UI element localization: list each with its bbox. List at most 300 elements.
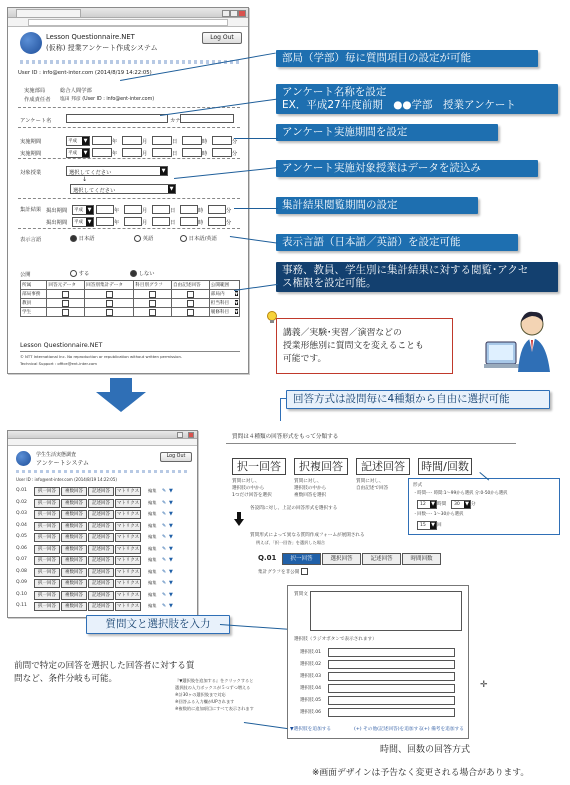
month-input[interactable]	[124, 217, 142, 226]
matrix-button[interactable]: マトリクス	[116, 512, 140, 517]
top-browser-window	[7, 7, 249, 374]
publish-yes-label: する	[78, 271, 90, 277]
hour-input[interactable]	[180, 205, 198, 214]
language-label: 表示言語	[20, 237, 42, 243]
option-input[interactable]	[328, 684, 455, 693]
add-option-link[interactable]: ▼選択肢を追加する	[290, 727, 332, 732]
single-choice-button[interactable]: 択一回答	[34, 591, 60, 600]
edit-link[interactable]: 編集	[148, 499, 157, 505]
edit-icon[interactable]: ✎	[162, 557, 167, 563]
edit-icon[interactable]: ✎	[162, 499, 167, 506]
edit-link[interactable]: 編集	[148, 603, 157, 608]
radio-icon	[70, 235, 77, 242]
chevron-down-icon: ▼	[161, 168, 166, 174]
target-select-1[interactable]	[66, 166, 168, 176]
multi-choice-button[interactable]: 複数回答	[61, 556, 87, 565]
note-line-3: 例えば、「択一回答」を選択した場合	[256, 540, 326, 545]
option-input[interactable]	[328, 708, 455, 717]
multi-choice-button[interactable]: 複数回答	[61, 568, 87, 577]
year-unit: 年	[114, 220, 120, 226]
edit-icon[interactable]: ✎	[162, 534, 167, 540]
radio-icon	[180, 235, 187, 242]
question-id: Q.09	[16, 580, 27, 585]
desc-line: 1つだけ回答を選択	[232, 493, 272, 498]
results-period-label: 掲出期間	[46, 220, 68, 226]
edit-icon[interactable]: ✎	[162, 545, 167, 552]
header-pattern	[20, 60, 240, 64]
callout-department: 部局（学部）毎に質問項目の設定が可能	[276, 50, 538, 67]
publish-label: 公開	[20, 272, 31, 278]
checkbox-icon	[106, 300, 113, 307]
option-input[interactable]	[328, 696, 455, 705]
multi-choice-button[interactable]: 複数回答	[61, 499, 87, 508]
callout-survey-name-l2: EX．平成27年度前期 ●●学部 授業アンケート	[282, 99, 516, 112]
app-logo	[20, 32, 42, 54]
hour-unit: 時	[198, 208, 204, 214]
callout-survey-name-l1: アンケート名称を設定	[282, 86, 387, 98]
scope-value: 履修科目	[210, 310, 230, 315]
move-down-icon[interactable]: ▼	[169, 591, 173, 598]
scope-value: 部局内	[210, 292, 225, 297]
hour-value: 12	[420, 502, 426, 507]
conditional-note-l2: 問など、条件分岐も可能。	[14, 674, 118, 684]
target-label: 対象授業	[20, 170, 42, 176]
table-row	[21, 299, 240, 308]
table-header-row	[21, 281, 240, 290]
free-text-button[interactable]: 記述回答	[88, 487, 114, 496]
matrix-button[interactable]: マトリクス	[116, 500, 140, 506]
matrix-button[interactable]: マトリクス	[116, 489, 140, 494]
single-choice-button[interactable]: 択一回答	[34, 556, 60, 565]
matrix-button[interactable]: マトリクス	[116, 546, 140, 552]
publish-no-label: しない	[138, 271, 155, 277]
desc-line: 自由記述で回答	[356, 486, 389, 491]
move-down-icon[interactable]: ▼	[169, 534, 173, 540]
user-line: User ID : info@ent-inter.com (2014/8/19 14:22:05)	[18, 70, 152, 76]
tip-line-2: 授業形態別に質問文を変えることも	[283, 341, 424, 351]
edit-icon[interactable]: ✎	[162, 568, 167, 575]
arrow-down-icon	[234, 512, 244, 526]
connector-line	[234, 208, 278, 209]
creator-value: 塩田 邦彦 (User ID : info@ent-inter.com)	[60, 97, 155, 102]
hour-input[interactable]	[182, 136, 202, 145]
question-id: Q.07	[16, 557, 27, 562]
checkbox-icon	[187, 309, 194, 316]
browser-titlebar	[8, 8, 248, 18]
close-window-button[interactable]	[238, 10, 246, 17]
day-unit: 日	[172, 151, 178, 157]
chevron-down-icon: ▼	[234, 291, 238, 296]
month-input[interactable]	[122, 136, 142, 145]
matrix-button[interactable]: マトリクス	[116, 581, 140, 586]
era-select[interactable]	[66, 136, 90, 146]
arrow-down-icon: ↓	[82, 176, 88, 183]
connector-line	[244, 722, 288, 729]
callout-access-l2: ス権限を設定可能。	[282, 277, 377, 290]
scope-select[interactable]	[209, 308, 239, 317]
chevron-down-icon: ▼	[83, 150, 88, 156]
app-logo	[16, 451, 31, 466]
minimize-button[interactable]	[222, 10, 230, 17]
table-row	[21, 290, 240, 299]
select-placeholder: 選択してください	[73, 188, 116, 194]
edit-icon[interactable]: ✎	[162, 580, 167, 586]
target-select-2[interactable]	[70, 184, 176, 194]
creator-label: 作成責任者	[24, 97, 51, 103]
divider	[18, 158, 240, 159]
checkbox-icon	[149, 300, 156, 307]
desc-free	[356, 478, 388, 492]
callout-survey-name	[276, 84, 558, 114]
hour-input[interactable]	[182, 148, 202, 157]
minute-unit: 分	[232, 139, 238, 145]
hour-unit: 時間	[437, 502, 447, 507]
option-label: 選択肢.05	[300, 698, 322, 703]
publish-no[interactable]	[130, 269, 155, 277]
callout-answer-methods: 回答方式は設問毎に4種類から自由に選択可能	[286, 390, 550, 409]
single-choice-button[interactable]: 択一回答	[34, 579, 60, 588]
method-1-box[interactable]: 択複回答	[294, 458, 348, 475]
time-box-title: 形式	[413, 483, 423, 488]
add-other-link[interactable]: (+) その他(記述回答)を追加する	[354, 727, 423, 732]
matrix-button[interactable]: マトリクス	[116, 535, 140, 540]
maximize-button[interactable]	[230, 10, 238, 17]
question-text-input[interactable]	[310, 591, 462, 631]
cursor-icon: ✛	[480, 680, 488, 690]
year-input[interactable]	[96, 205, 114, 214]
arrow-down-icon	[96, 378, 146, 412]
count-unit: 回	[437, 523, 442, 528]
move-down-icon[interactable]: ▼	[169, 488, 173, 494]
question-id: Q.01	[16, 488, 27, 493]
era-select[interactable]	[66, 148, 90, 158]
multi-choice-button[interactable]: 複数回答	[61, 591, 87, 600]
checkbox-cell[interactable]	[134, 290, 172, 299]
count-line: ・回数･･･ 1〜30から選択	[413, 512, 464, 517]
minute-unit: 分	[226, 220, 232, 226]
table-header-cell: 回答元データ	[47, 281, 85, 290]
app-title-en: Lesson Questionnaire.NET	[46, 33, 135, 41]
minute-value: 30	[454, 502, 460, 507]
hour-select[interactable]	[417, 500, 437, 509]
time-count-box	[408, 478, 560, 535]
era-value: 平成	[74, 208, 83, 213]
checkbox-icon	[149, 291, 156, 298]
edit-icon[interactable]: ✎	[162, 488, 167, 494]
multi-choice-button[interactable]: 複数回答	[61, 545, 87, 554]
callout-period: アンケート実施期間を設定	[276, 124, 498, 141]
multi-choice-button[interactable]: 複数回答	[61, 487, 87, 496]
lang-option-en[interactable]	[134, 234, 153, 242]
kana-input[interactable]	[180, 114, 234, 123]
matrix-button[interactable]: マトリクス	[116, 569, 140, 575]
day-unit: 日	[172, 139, 178, 145]
hour-unit: 時	[198, 220, 204, 226]
checkbox-cell[interactable]	[85, 308, 134, 317]
period-label: 実施期間	[20, 151, 42, 157]
multi-choice-button[interactable]: 複数回答	[61, 510, 87, 519]
edit-icon[interactable]: ✎	[162, 603, 167, 609]
era-value: 平成	[68, 151, 77, 156]
single-choice-button[interactable]: 択一回答	[34, 533, 60, 542]
checkbox-cell[interactable]	[172, 290, 210, 299]
edit-link[interactable]: 編集	[148, 511, 157, 516]
day-input[interactable]	[152, 136, 172, 145]
free-text-button[interactable]: 記述回答	[88, 579, 114, 588]
table-row	[21, 308, 240, 317]
free-text-button[interactable]: 記述回答	[88, 602, 114, 611]
tip-line-3: 可能です。	[283, 354, 327, 364]
scope-select[interactable]	[209, 299, 239, 308]
option-input[interactable]	[328, 660, 455, 669]
design-notice: ※画面デザインは予告なく変更される場合があります。	[312, 768, 530, 778]
edit-icon[interactable]: ✎	[162, 522, 167, 529]
hour-unit: 時	[202, 139, 208, 145]
callout-access	[276, 262, 558, 292]
free-text-button[interactable]: 記述回答	[88, 591, 114, 600]
footnote-line: 選択肢の入力ボックスが５つずつ増える	[175, 685, 251, 690]
multi-choice-button[interactable]: 複数回答	[61, 533, 87, 542]
results-label: 集計結果	[20, 207, 42, 213]
multi-choice-button[interactable]: 複数回答	[61, 522, 87, 531]
edit-link[interactable]: 編集	[148, 580, 157, 585]
single-choice-button[interactable]: 択一回答	[34, 568, 60, 577]
callout-target: アンケート実施対象授業はデータを読込み	[276, 160, 538, 177]
question-id: Q.04	[16, 522, 27, 528]
era-value: 平成	[68, 139, 77, 144]
day-input[interactable]	[152, 148, 172, 157]
divider	[18, 198, 240, 199]
multi-choice-button[interactable]: 複数回答	[61, 579, 87, 588]
browser-titlebar	[8, 431, 197, 439]
checkbox-icon	[301, 568, 308, 575]
edit-icon[interactable]: ✎	[162, 511, 167, 517]
close-window-button[interactable]	[188, 432, 194, 438]
edit-icon[interactable]: ✎	[162, 591, 167, 598]
single-choice-button[interactable]: 択一回答	[34, 487, 60, 496]
option-label: 選択肢.02	[300, 662, 322, 667]
hour-input[interactable]	[180, 217, 198, 226]
free-text-button[interactable]: 記述回答	[88, 556, 114, 565]
method-2-box[interactable]: 記述回答	[356, 458, 410, 475]
checkbox-cell[interactable]	[172, 308, 210, 317]
question-type-tab-0[interactable]: 択一回答	[282, 553, 321, 565]
graph-hidden-toggle[interactable]	[258, 568, 308, 575]
footnote-line: ※複数的に追加項目にすべて表示されます	[175, 706, 254, 711]
callout-language: 表示言語（日本語／英語）を設定可能	[276, 234, 518, 251]
checkbox-icon	[62, 309, 69, 316]
free-text-button[interactable]: 記述回答	[88, 568, 114, 577]
single-choice-button[interactable]: 択一回答	[34, 545, 60, 554]
lang-option-ja[interactable]	[70, 234, 95, 242]
methods-divider	[226, 443, 516, 444]
question-id: Q.08	[16, 568, 27, 574]
question-form	[287, 585, 469, 739]
desc-line: 質問に対し、	[232, 479, 260, 484]
day-input[interactable]	[152, 217, 170, 226]
question-id: Q.05	[16, 534, 27, 539]
checkbox-icon	[106, 291, 113, 298]
free-text-button[interactable]: 記述回答	[88, 545, 114, 554]
chevron-down-icon: ▼	[83, 138, 88, 144]
question-id: Q.10	[16, 591, 27, 597]
year-input[interactable]	[96, 217, 114, 226]
year-input[interactable]	[92, 136, 112, 145]
move-down-icon[interactable]: ▼	[169, 557, 173, 563]
tip-box	[276, 318, 453, 374]
checkbox-cell[interactable]	[134, 299, 172, 308]
role-cell: 部局事務	[21, 290, 47, 299]
era-select[interactable]	[72, 217, 94, 227]
callout-results-period: 集計結果閲覧期間の設定	[276, 197, 478, 214]
edit-link[interactable]: 編集	[148, 568, 157, 574]
checkbox-cell[interactable]	[85, 299, 134, 308]
year-input[interactable]	[92, 148, 112, 157]
radio-icon	[130, 270, 137, 277]
single-choice-button[interactable]: 択一回答	[34, 499, 60, 508]
footer-support: Technical Support : office@ent-inter.com	[20, 361, 97, 366]
chevron-down-icon: ▼	[169, 186, 174, 192]
year-unit: 年	[112, 139, 118, 145]
role-cell: 教員	[21, 299, 47, 308]
address-bar	[8, 439, 197, 446]
chevron-down-icon: ▼	[431, 501, 435, 507]
lang-option-label: 英語	[142, 236, 154, 242]
option-input[interactable]	[328, 648, 455, 657]
period-label: 実施期間	[20, 139, 42, 145]
matrix-button[interactable]: マトリクス	[116, 592, 140, 598]
single-choice-button[interactable]: 択一回答	[34, 522, 60, 531]
minute-input[interactable]	[208, 217, 226, 226]
minimize-button[interactable]	[177, 432, 183, 438]
day-unit: 日	[170, 220, 176, 226]
tip-line-1: 講義／実験･実習／演習などの	[283, 328, 402, 338]
publish-yes[interactable]	[70, 269, 89, 277]
era-value: 平成	[74, 220, 83, 225]
footnote-line: 『▼選択肢を追加する』をクリックすると	[175, 678, 254, 683]
option-input[interactable]	[328, 672, 455, 681]
results-period-label: 掲出期間	[46, 208, 68, 214]
options-label: 選択肢（ラジオボタンで表示されます）	[294, 637, 377, 642]
lang-option-label: 日本語/英語	[188, 236, 217, 242]
minute-select[interactable]	[451, 500, 471, 509]
desc-line: 質問に対し、	[356, 479, 384, 484]
count-select[interactable]	[417, 521, 437, 530]
move-down-icon[interactable]: ▼	[169, 499, 173, 506]
table-header-cell: 公開範囲	[209, 281, 239, 290]
minute-input[interactable]	[208, 205, 226, 214]
edit-link[interactable]: 編集	[148, 534, 157, 539]
question-type-tab-1[interactable]: 選択回答	[322, 553, 361, 565]
footnote-line: ※回答ふる入力欄がUPされます	[175, 699, 235, 704]
single-choice-button[interactable]: 択一回答	[34, 510, 60, 519]
desc-line: 選択肢の中から	[294, 486, 327, 491]
chevron-down-icon: ▼	[87, 219, 92, 225]
desc-line: 選択肢の中から	[232, 486, 265, 491]
edit-link[interactable]: 編集	[148, 557, 157, 562]
checkbox-cell[interactable]	[85, 290, 134, 299]
checkbox-cell[interactable]	[47, 290, 85, 299]
move-down-icon[interactable]: ▼	[169, 568, 173, 575]
edit-link[interactable]: 編集	[148, 545, 157, 551]
move-down-icon[interactable]: ▼	[169, 580, 173, 586]
checkbox-icon	[187, 300, 194, 307]
add-note-link[interactable]: (+) 備考を追加する	[422, 727, 464, 732]
graph-hidden-label: 集計グラフを非公開	[258, 570, 300, 575]
move-down-icon[interactable]: ▼	[169, 522, 173, 529]
question-type-tab-2[interactable]: 記述回答	[362, 553, 401, 565]
matrix-button[interactable]: マトリクス	[116, 558, 140, 563]
checkbox-icon	[187, 291, 194, 298]
year-unit: 年	[112, 151, 118, 157]
question-type-tab-3[interactable]: 時間回数	[402, 553, 441, 565]
question-id: Q.02	[16, 499, 27, 505]
free-text-button[interactable]: 記述回答	[88, 522, 114, 531]
footer-title: Lesson Questionnaire.NET	[20, 342, 103, 349]
checkbox-cell[interactable]	[172, 299, 210, 308]
app-title-jp: (仮称) 授業アンケート作成システム	[46, 44, 158, 52]
matrix-button[interactable]: マトリクス	[116, 523, 140, 529]
minute-input[interactable]	[212, 136, 232, 145]
checkbox-cell[interactable]	[47, 299, 85, 308]
method-0-box[interactable]: 択一回答	[232, 458, 286, 475]
survey-name-input[interactable]	[66, 114, 168, 123]
logout-button[interactable]: Log Out	[202, 32, 242, 44]
logout-button[interactable]: Log Out	[160, 452, 192, 462]
edit-link[interactable]: 編集	[148, 591, 157, 597]
single-choice-button[interactable]: 択一回答	[34, 602, 60, 611]
person-at-computer-icon	[484, 308, 554, 373]
checkbox-cell[interactable]	[134, 308, 172, 317]
free-text-button[interactable]: 記述回答	[88, 533, 114, 542]
minute-unit: 分	[232, 151, 238, 157]
multi-choice-button[interactable]: 複数回答	[61, 602, 87, 611]
month-input[interactable]	[122, 148, 142, 157]
count-value: 15	[420, 523, 426, 528]
chevron-down-icon: ▼	[87, 207, 92, 213]
question-id: Q.06	[16, 545, 27, 551]
day-unit: 日	[170, 208, 176, 214]
move-down-icon[interactable]: ▼	[169, 545, 173, 552]
edit-link[interactable]: 編集	[148, 488, 157, 493]
move-down-icon[interactable]: ▼	[169, 603, 173, 609]
edit-link[interactable]: 編集	[148, 522, 157, 528]
method-3-box[interactable]: 時間/回数	[418, 458, 472, 475]
footnote	[175, 677, 254, 712]
day-input[interactable]	[152, 205, 170, 214]
note-line-1: 各設問に対し、上記の回答形式を選択する	[250, 506, 338, 511]
lang-option-both[interactable]	[180, 234, 217, 242]
free-text-button[interactable]: 記述回答	[88, 510, 114, 519]
desc-multi	[294, 478, 326, 499]
q-label: Q.01	[258, 554, 277, 562]
checkbox-icon	[106, 309, 113, 316]
chevron-down-icon: ▼	[465, 501, 469, 507]
era-select[interactable]	[72, 205, 94, 215]
chevron-down-icon: ▼	[234, 300, 238, 305]
url-input[interactable]	[28, 19, 228, 26]
minute-input[interactable]	[212, 148, 232, 157]
checkbox-cell[interactable]	[47, 308, 85, 317]
matrix-button[interactable]: マトリクス	[116, 604, 140, 609]
free-text-button[interactable]: 記述回答	[88, 499, 114, 508]
methods-intro: 質問は４種類の回答形式をもって分類する	[232, 434, 339, 440]
month-input[interactable]	[124, 205, 142, 214]
desc-single	[232, 478, 272, 499]
move-down-icon[interactable]: ▼	[169, 511, 173, 517]
browser-tab[interactable]	[16, 9, 81, 17]
time-line: ・時間･･･ 時間:1〜99から選択 分:0-50から選択	[413, 491, 508, 496]
